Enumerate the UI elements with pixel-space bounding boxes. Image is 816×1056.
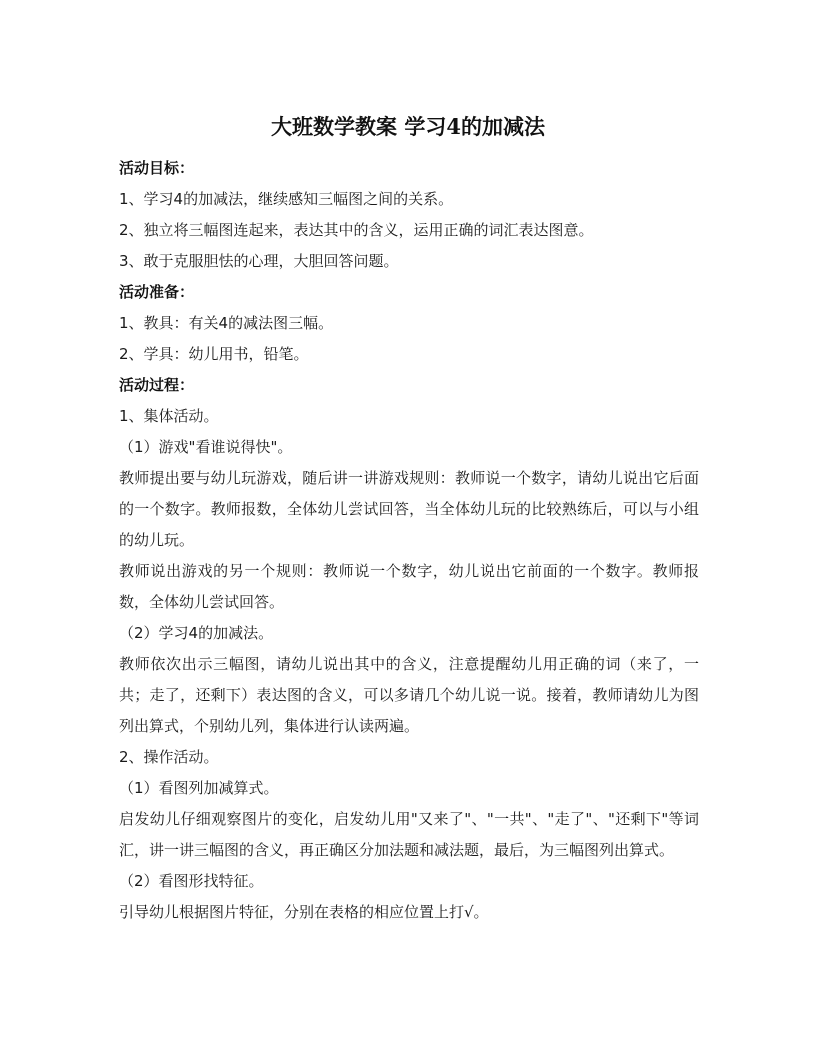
goal-item-1: 1、学习4的加减法，继续感知三幅图之间的关系。 [119, 190, 454, 208]
process-step-2: 2、操作活动。 [119, 748, 219, 766]
document-body [119, 153, 699, 928]
process-substep-2-2: （2）看图形找特征。 [119, 872, 264, 890]
section-heading-goals: 活动目标： [119, 159, 195, 177]
document-title: 大班数学教案 学习4的加减法 [271, 114, 545, 139]
process-paragraph: 教师提出要与幼儿玩游戏，随后讲一讲游戏规则：教师说一个数字，请幼儿说出它后面的一个数字。教师报数，全体幼儿尝试回答，当全体幼儿玩的比较熟练后，可以与小组的幼儿玩。 [119, 469, 699, 549]
preparation-item-1: 1、教具：有关4的减法图三幅。 [119, 314, 334, 332]
section-heading-process: 活动过程： [119, 376, 195, 394]
process-paragraph: 教师说出游戏的另一个规则：教师说一个数字，幼儿说出它前面的一个数字。教师报数，全体幼儿尝试回答。 [119, 562, 699, 611]
process-substep-2-1: （1）看图列加减算式。 [119, 779, 279, 797]
process-substep-1-2: （2）学习4的加减法。 [119, 624, 274, 642]
section-heading-preparation: 活动准备： [119, 283, 195, 301]
goal-item-3: 3、敢于克服胆怯的心理，大胆回答问题。 [119, 252, 399, 270]
process-step-1: 1、集体活动。 [119, 407, 219, 425]
goal-item-2: 2、独立将三幅图连起来，表达其中的含义，运用正确的词汇表达图意。 [119, 221, 594, 239]
process-paragraph: 启发幼儿仔细观察图片的变化，启发幼儿用"又来了"、"一共"、"走了"、"还剩下"等词汇，讲一讲三幅图的含义，再正确区分加法题和减法题，最后，为三幅图列出算式。 [119, 810, 699, 859]
preparation-item-2: 2、学具：幼儿用书，铅笔。 [119, 345, 309, 363]
process-paragraph: 引导幼儿根据图片特征，分别在表格的相应位置上打√。 [119, 903, 489, 921]
process-paragraph: 教师依次出示三幅图，请幼儿说出其中的含义，注意提醒幼儿用正确的词（来了，一共；走了，还剩下）表达图的含义，可以多请几个幼儿说一说。接着，教师请幼儿为图列出算式，个别幼儿列，集体进行认读两遍。 [119, 655, 699, 735]
process-substep-1-1: （1）游戏"看谁说得快"。 [119, 438, 293, 456]
